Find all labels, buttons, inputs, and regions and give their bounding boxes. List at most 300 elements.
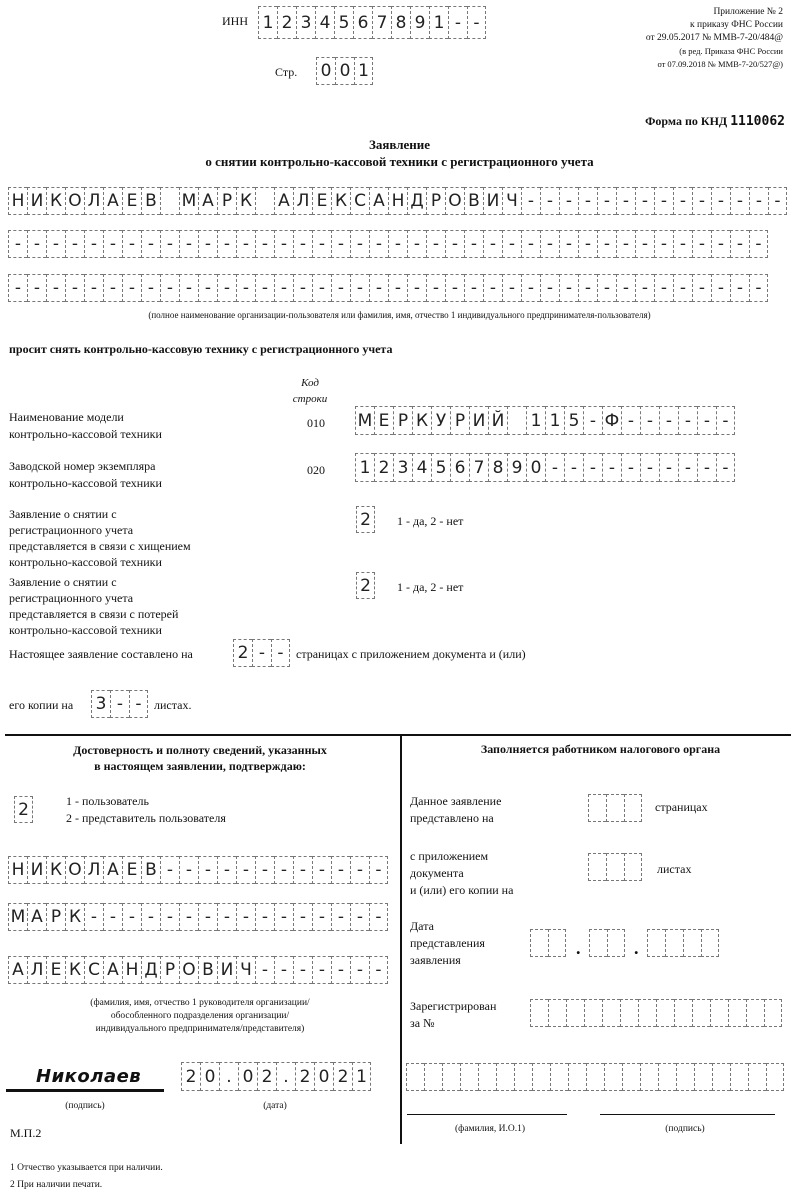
char-cell[interactable] bbox=[507, 406, 526, 435]
char-cell[interactable] bbox=[766, 1063, 784, 1091]
char-cell[interactable]: . bbox=[276, 1062, 295, 1091]
char-cell[interactable]: 7 bbox=[469, 453, 488, 482]
char-cell[interactable]: - bbox=[271, 639, 290, 667]
copies-count-field[interactable] bbox=[91, 690, 148, 718]
char-cell[interactable] bbox=[424, 1063, 442, 1091]
char-cell[interactable]: К bbox=[65, 903, 84, 931]
char-cell[interactable]: 0 bbox=[314, 1062, 333, 1091]
char-cell[interactable]: - bbox=[711, 187, 730, 215]
char-cell[interactable]: Н bbox=[122, 956, 141, 984]
char-cell[interactable]: - bbox=[160, 856, 179, 884]
char-cell[interactable] bbox=[586, 1063, 604, 1091]
char-cell[interactable]: 6 bbox=[353, 6, 372, 39]
char-cell[interactable]: 1 bbox=[258, 6, 277, 39]
char-cell[interactable]: - bbox=[597, 187, 616, 215]
char-cell[interactable] bbox=[588, 794, 606, 822]
char-cell[interactable]: - bbox=[502, 274, 521, 302]
char-cell[interactable]: - bbox=[255, 903, 274, 931]
char-cell[interactable] bbox=[710, 999, 728, 1027]
char-cell[interactable]: - bbox=[331, 274, 350, 302]
char-cell[interactable]: 0 bbox=[335, 57, 354, 85]
char-cell[interactable]: Р bbox=[426, 187, 445, 215]
char-cell[interactable]: Е bbox=[46, 956, 65, 984]
char-cell[interactable]: 9 bbox=[507, 453, 526, 482]
first-name-field[interactable] bbox=[8, 903, 388, 931]
char-cell[interactable]: - bbox=[350, 274, 369, 302]
char-cell[interactable]: Е bbox=[312, 187, 331, 215]
char-cell[interactable]: - bbox=[521, 187, 540, 215]
inn-field[interactable] bbox=[258, 6, 486, 39]
char-cell[interactable] bbox=[460, 1063, 478, 1091]
char-cell[interactable]: - bbox=[293, 230, 312, 258]
char-cell[interactable]: 3 bbox=[296, 6, 315, 39]
char-cell[interactable]: Д bbox=[407, 187, 426, 215]
char-cell[interactable]: У bbox=[431, 406, 450, 435]
char-cell[interactable]: - bbox=[749, 230, 768, 258]
char-cell[interactable]: - bbox=[293, 956, 312, 984]
char-cell[interactable] bbox=[548, 929, 566, 957]
char-cell[interactable]: - bbox=[635, 230, 654, 258]
char-cell[interactable]: - bbox=[255, 230, 274, 258]
char-cell[interactable] bbox=[728, 999, 746, 1027]
char-cell[interactable]: - bbox=[8, 274, 27, 302]
char-cell[interactable] bbox=[548, 999, 566, 1027]
char-cell[interactable]: Р bbox=[393, 406, 412, 435]
char-cell[interactable]: - bbox=[716, 406, 735, 435]
char-cell[interactable] bbox=[442, 1063, 460, 1091]
char-cell[interactable]: - bbox=[768, 187, 787, 215]
char-cell[interactable]: Л bbox=[84, 187, 103, 215]
char-cell[interactable]: 1 bbox=[354, 57, 373, 85]
char-cell[interactable] bbox=[712, 1063, 730, 1091]
char-cell[interactable]: 2 bbox=[257, 1062, 276, 1091]
char-cell[interactable]: О bbox=[65, 187, 84, 215]
char-cell[interactable]: 1 bbox=[526, 406, 545, 435]
char-cell[interactable]: - bbox=[110, 690, 129, 718]
char-cell[interactable]: - bbox=[312, 274, 331, 302]
char-cell[interactable]: - bbox=[252, 639, 271, 667]
char-cell[interactable] bbox=[656, 999, 674, 1027]
char-cell[interactable]: М bbox=[8, 903, 27, 931]
char-cell[interactable]: Ч bbox=[502, 187, 521, 215]
char-cell[interactable]: - bbox=[331, 856, 350, 884]
char-cell[interactable]: - bbox=[659, 406, 678, 435]
char-cell[interactable]: Л bbox=[27, 956, 46, 984]
char-cell[interactable]: О bbox=[179, 956, 198, 984]
char-cell[interactable]: - bbox=[521, 274, 540, 302]
char-cell[interactable]: 9 bbox=[410, 6, 429, 39]
char-cell[interactable] bbox=[692, 999, 710, 1027]
char-cell[interactable] bbox=[624, 794, 642, 822]
page-number-field[interactable] bbox=[316, 57, 373, 85]
char-cell[interactable] bbox=[694, 1063, 712, 1091]
char-cell[interactable] bbox=[676, 1063, 694, 1091]
char-cell[interactable]: - bbox=[369, 903, 388, 931]
patronymic-field[interactable] bbox=[8, 956, 388, 984]
char-cell[interactable]: - bbox=[597, 230, 616, 258]
char-cell[interactable]: - bbox=[293, 274, 312, 302]
char-cell[interactable]: А bbox=[103, 187, 122, 215]
char-cell[interactable]: К bbox=[331, 187, 350, 215]
char-cell[interactable]: - bbox=[540, 187, 559, 215]
char-cell[interactable] bbox=[701, 929, 719, 957]
char-cell[interactable]: - bbox=[654, 274, 673, 302]
char-cell[interactable]: - bbox=[122, 903, 141, 931]
char-cell[interactable]: Р bbox=[217, 187, 236, 215]
char-cell[interactable]: - bbox=[331, 903, 350, 931]
char-cell[interactable]: 2 bbox=[333, 1062, 352, 1091]
char-cell[interactable]: - bbox=[179, 230, 198, 258]
char-cell[interactable]: - bbox=[255, 956, 274, 984]
char-cell[interactable]: - bbox=[122, 230, 141, 258]
char-cell[interactable] bbox=[584, 999, 602, 1027]
char-cell[interactable]: - bbox=[654, 187, 673, 215]
char-cell[interactable]: А bbox=[103, 956, 122, 984]
theft-field[interactable] bbox=[356, 506, 375, 533]
char-cell[interactable]: - bbox=[583, 453, 602, 482]
char-cell[interactable]: - bbox=[217, 903, 236, 931]
char-cell[interactable]: 1 bbox=[545, 406, 564, 435]
theft-value[interactable]: 2 bbox=[356, 506, 375, 533]
char-cell[interactable]: - bbox=[578, 187, 597, 215]
char-cell[interactable]: К bbox=[412, 406, 431, 435]
char-cell[interactable]: Р bbox=[450, 406, 469, 435]
char-cell[interactable]: - bbox=[711, 230, 730, 258]
char-cell[interactable]: К bbox=[46, 187, 65, 215]
char-cell[interactable]: 1 bbox=[352, 1062, 371, 1091]
loss-value[interactable]: 2 bbox=[356, 572, 375, 599]
char-cell[interactable]: Ф bbox=[602, 406, 621, 435]
org-name-row-2[interactable] bbox=[8, 230, 768, 258]
char-cell[interactable] bbox=[764, 999, 782, 1027]
char-cell[interactable]: Р bbox=[46, 903, 65, 931]
char-cell[interactable]: И bbox=[483, 187, 502, 215]
char-cell[interactable]: - bbox=[129, 690, 148, 718]
char-cell[interactable]: - bbox=[198, 903, 217, 931]
presented-pages-field[interactable] bbox=[588, 794, 642, 822]
char-cell[interactable]: - bbox=[467, 6, 486, 39]
char-cell[interactable] bbox=[530, 999, 548, 1027]
date-presented-day[interactable] bbox=[530, 929, 566, 957]
char-cell[interactable]: 5 bbox=[564, 406, 583, 435]
char-cell[interactable]: - bbox=[312, 230, 331, 258]
char-cell[interactable]: - bbox=[583, 406, 602, 435]
char-cell[interactable] bbox=[674, 999, 692, 1027]
char-cell[interactable]: - bbox=[716, 453, 735, 482]
char-cell[interactable]: 2 bbox=[295, 1062, 314, 1091]
char-cell[interactable]: - bbox=[274, 956, 293, 984]
char-cell[interactable]: - bbox=[673, 274, 692, 302]
char-cell[interactable]: - bbox=[46, 274, 65, 302]
char-cell[interactable]: А bbox=[274, 187, 293, 215]
char-cell[interactable]: С bbox=[350, 187, 369, 215]
char-cell[interactable]: - bbox=[559, 274, 578, 302]
char-cell[interactable]: - bbox=[369, 274, 388, 302]
char-cell[interactable]: О bbox=[445, 187, 464, 215]
char-cell[interactable]: Е bbox=[122, 856, 141, 884]
char-cell[interactable]: - bbox=[293, 903, 312, 931]
model-name-field[interactable] bbox=[355, 406, 735, 435]
char-cell[interactable]: Л bbox=[293, 187, 312, 215]
char-cell[interactable]: - bbox=[141, 274, 160, 302]
char-cell[interactable]: 7 bbox=[372, 6, 391, 39]
char-cell[interactable]: И bbox=[469, 406, 488, 435]
char-cell[interactable]: 8 bbox=[391, 6, 410, 39]
char-cell[interactable]: - bbox=[274, 856, 293, 884]
char-cell[interactable]: - bbox=[616, 187, 635, 215]
char-cell[interactable]: 2 bbox=[233, 639, 252, 667]
char-cell[interactable]: 5 bbox=[431, 453, 450, 482]
char-cell[interactable]: - bbox=[448, 6, 467, 39]
char-cell[interactable]: И bbox=[27, 187, 46, 215]
char-cell[interactable]: - bbox=[464, 274, 483, 302]
char-cell[interactable]: Р bbox=[160, 956, 179, 984]
char-cell[interactable]: - bbox=[198, 230, 217, 258]
char-cell[interactable]: - bbox=[236, 274, 255, 302]
char-cell[interactable]: - bbox=[369, 956, 388, 984]
char-cell[interactable]: - bbox=[46, 230, 65, 258]
char-cell[interactable]: - bbox=[578, 230, 597, 258]
char-cell[interactable] bbox=[746, 999, 764, 1027]
char-cell[interactable]: - bbox=[274, 274, 293, 302]
char-cell[interactable]: - bbox=[749, 187, 768, 215]
char-cell[interactable]: - bbox=[350, 856, 369, 884]
char-cell[interactable]: - bbox=[407, 274, 426, 302]
char-cell[interactable] bbox=[550, 1063, 568, 1091]
char-cell[interactable]: - bbox=[711, 274, 730, 302]
char-cell[interactable]: - bbox=[179, 274, 198, 302]
char-cell[interactable]: - bbox=[730, 187, 749, 215]
char-cell[interactable]: 4 bbox=[315, 6, 334, 39]
char-cell[interactable]: И bbox=[27, 856, 46, 884]
char-cell[interactable]: Ч bbox=[236, 956, 255, 984]
char-cell[interactable]: - bbox=[502, 230, 521, 258]
char-cell[interactable]: - bbox=[578, 274, 597, 302]
char-cell[interactable]: 1 bbox=[429, 6, 448, 39]
char-cell[interactable]: - bbox=[122, 274, 141, 302]
char-cell[interactable]: - bbox=[616, 230, 635, 258]
char-cell[interactable]: Е bbox=[374, 406, 393, 435]
char-cell[interactable]: А bbox=[198, 187, 217, 215]
char-cell[interactable] bbox=[606, 853, 624, 881]
char-cell[interactable]: - bbox=[483, 230, 502, 258]
char-cell[interactable]: Е bbox=[122, 187, 141, 215]
char-cell[interactable]: Н bbox=[8, 856, 27, 884]
char-cell[interactable] bbox=[640, 1063, 658, 1091]
signer-type-value[interactable]: 2 bbox=[14, 796, 33, 823]
char-cell[interactable]: 2 bbox=[277, 6, 296, 39]
char-cell[interactable]: Л bbox=[84, 856, 103, 884]
char-cell[interactable] bbox=[514, 1063, 532, 1091]
char-cell[interactable]: К bbox=[236, 187, 255, 215]
char-cell[interactable]: - bbox=[521, 230, 540, 258]
char-cell[interactable]: В bbox=[464, 187, 483, 215]
char-cell[interactable]: - bbox=[236, 903, 255, 931]
char-cell[interactable]: - bbox=[369, 230, 388, 258]
char-cell[interactable]: В bbox=[141, 187, 160, 215]
char-cell[interactable]: - bbox=[559, 230, 578, 258]
char-cell[interactable]: - bbox=[27, 274, 46, 302]
char-cell[interactable]: - bbox=[65, 274, 84, 302]
char-cell[interactable]: - bbox=[255, 856, 274, 884]
char-cell[interactable]: Д bbox=[141, 956, 160, 984]
char-cell[interactable] bbox=[638, 999, 656, 1027]
char-cell[interactable] bbox=[496, 1063, 514, 1091]
char-cell[interactable]: - bbox=[65, 230, 84, 258]
char-cell[interactable] bbox=[478, 1063, 496, 1091]
char-cell[interactable]: - bbox=[602, 453, 621, 482]
char-cell[interactable]: С bbox=[84, 956, 103, 984]
char-cell[interactable]: - bbox=[621, 453, 640, 482]
char-cell[interactable]: 2 bbox=[181, 1062, 200, 1091]
char-cell[interactable]: А bbox=[27, 903, 46, 931]
char-cell[interactable] bbox=[622, 1063, 640, 1091]
char-cell[interactable]: И bbox=[217, 956, 236, 984]
char-cell[interactable]: - bbox=[426, 274, 445, 302]
char-cell[interactable] bbox=[602, 999, 620, 1027]
sign-date-field[interactable] bbox=[181, 1062, 371, 1091]
char-cell[interactable]: - bbox=[616, 274, 635, 302]
char-cell[interactable]: - bbox=[635, 187, 654, 215]
char-cell[interactable]: - bbox=[697, 453, 716, 482]
date-presented-month[interactable] bbox=[589, 929, 625, 957]
char-cell[interactable]: Н bbox=[8, 187, 27, 215]
char-cell[interactable] bbox=[255, 187, 274, 215]
date-presented-year[interactable] bbox=[647, 929, 719, 957]
char-cell[interactable] bbox=[588, 853, 606, 881]
char-cell[interactable]: - bbox=[312, 903, 331, 931]
char-cell[interactable]: - bbox=[678, 453, 697, 482]
char-cell[interactable]: - bbox=[388, 274, 407, 302]
attached-sheets-field[interactable] bbox=[588, 853, 642, 881]
char-cell[interactable]: - bbox=[659, 453, 678, 482]
char-cell[interactable]: - bbox=[236, 856, 255, 884]
char-cell[interactable]: М bbox=[179, 187, 198, 215]
char-cell[interactable]: М bbox=[355, 406, 374, 435]
char-cell[interactable]: - bbox=[483, 274, 502, 302]
char-cell[interactable]: - bbox=[217, 230, 236, 258]
char-cell[interactable]: - bbox=[84, 230, 103, 258]
char-cell[interactable]: - bbox=[179, 903, 198, 931]
char-cell[interactable]: - bbox=[692, 230, 711, 258]
org-name-row-1[interactable] bbox=[8, 187, 787, 215]
char-cell[interactable]: - bbox=[217, 856, 236, 884]
char-cell[interactable]: - bbox=[350, 230, 369, 258]
char-cell[interactable]: 5 bbox=[334, 6, 353, 39]
registration-number-field[interactable] bbox=[530, 999, 782, 1027]
char-cell[interactable] bbox=[647, 929, 665, 957]
char-cell[interactable]: - bbox=[692, 274, 711, 302]
char-cell[interactable]: - bbox=[678, 406, 697, 435]
char-cell[interactable]: 6 bbox=[450, 453, 469, 482]
char-cell[interactable]: - bbox=[236, 230, 255, 258]
char-cell[interactable]: - bbox=[312, 856, 331, 884]
char-cell[interactable]: - bbox=[407, 230, 426, 258]
char-cell[interactable]: 0 bbox=[238, 1062, 257, 1091]
char-cell[interactable]: 0 bbox=[526, 453, 545, 482]
char-cell[interactable]: - bbox=[635, 274, 654, 302]
char-cell[interactable]: - bbox=[141, 903, 160, 931]
char-cell[interactable]: - bbox=[540, 274, 559, 302]
char-cell[interactable] bbox=[530, 929, 548, 957]
char-cell[interactable]: - bbox=[179, 856, 198, 884]
char-cell[interactable]: - bbox=[331, 230, 350, 258]
char-cell[interactable]: - bbox=[350, 956, 369, 984]
char-cell[interactable]: - bbox=[654, 230, 673, 258]
org-name-row-3[interactable] bbox=[8, 274, 768, 302]
char-cell[interactable] bbox=[568, 1063, 586, 1091]
char-cell[interactable]: - bbox=[103, 274, 122, 302]
char-cell[interactable]: - bbox=[673, 230, 692, 258]
char-cell[interactable]: - bbox=[84, 274, 103, 302]
char-cell[interactable]: В bbox=[198, 956, 217, 984]
char-cell[interactable]: - bbox=[730, 274, 749, 302]
char-cell[interactable]: - bbox=[369, 856, 388, 884]
char-cell[interactable]: - bbox=[103, 230, 122, 258]
char-cell[interactable]: - bbox=[597, 274, 616, 302]
char-cell[interactable]: - bbox=[198, 856, 217, 884]
char-cell[interactable]: - bbox=[540, 230, 559, 258]
char-cell[interactable]: В bbox=[141, 856, 160, 884]
char-cell[interactable]: - bbox=[27, 230, 46, 258]
char-cell[interactable]: 4 bbox=[412, 453, 431, 482]
char-cell[interactable]: - bbox=[217, 274, 236, 302]
char-cell[interactable]: 3 bbox=[393, 453, 412, 482]
char-cell[interactable]: - bbox=[697, 406, 716, 435]
char-cell[interactable]: К bbox=[46, 856, 65, 884]
char-cell[interactable]: - bbox=[141, 230, 160, 258]
char-cell[interactable]: - bbox=[350, 903, 369, 931]
char-cell[interactable]: - bbox=[8, 230, 27, 258]
char-cell[interactable]: . bbox=[219, 1062, 238, 1091]
char-cell[interactable]: 0 bbox=[316, 57, 335, 85]
char-cell[interactable]: - bbox=[559, 187, 578, 215]
char-cell[interactable]: - bbox=[274, 903, 293, 931]
char-cell[interactable]: Н bbox=[388, 187, 407, 215]
surname-field[interactable] bbox=[8, 856, 388, 884]
char-cell[interactable]: 2 bbox=[374, 453, 393, 482]
char-cell[interactable]: - bbox=[692, 187, 711, 215]
char-cell[interactable] bbox=[406, 1063, 424, 1091]
char-cell[interactable] bbox=[620, 999, 638, 1027]
loss-field[interactable] bbox=[356, 572, 375, 599]
char-cell[interactable]: К bbox=[65, 956, 84, 984]
char-cell[interactable]: - bbox=[255, 274, 274, 302]
char-cell[interactable]: А bbox=[8, 956, 27, 984]
char-cell[interactable]: Й bbox=[488, 406, 507, 435]
char-cell[interactable]: - bbox=[673, 187, 692, 215]
char-cell[interactable]: - bbox=[426, 230, 445, 258]
char-cell[interactable]: - bbox=[160, 903, 179, 931]
char-cell[interactable]: О bbox=[65, 856, 84, 884]
char-cell[interactable] bbox=[683, 929, 701, 957]
char-cell[interactable]: - bbox=[274, 230, 293, 258]
char-cell[interactable]: - bbox=[84, 903, 103, 931]
char-cell[interactable]: - bbox=[331, 956, 350, 984]
char-cell[interactable]: - bbox=[198, 274, 217, 302]
char-cell[interactable]: - bbox=[564, 453, 583, 482]
char-cell[interactable] bbox=[607, 929, 625, 957]
char-cell[interactable] bbox=[589, 929, 607, 957]
char-cell[interactable] bbox=[604, 1063, 622, 1091]
serial-number-field[interactable] bbox=[355, 453, 735, 482]
char-cell[interactable]: - bbox=[640, 453, 659, 482]
char-cell[interactable]: - bbox=[103, 903, 122, 931]
char-cell[interactable]: - bbox=[749, 274, 768, 302]
char-cell[interactable] bbox=[606, 794, 624, 822]
char-cell[interactable]: - bbox=[640, 406, 659, 435]
pages-count-field[interactable] bbox=[233, 639, 290, 667]
